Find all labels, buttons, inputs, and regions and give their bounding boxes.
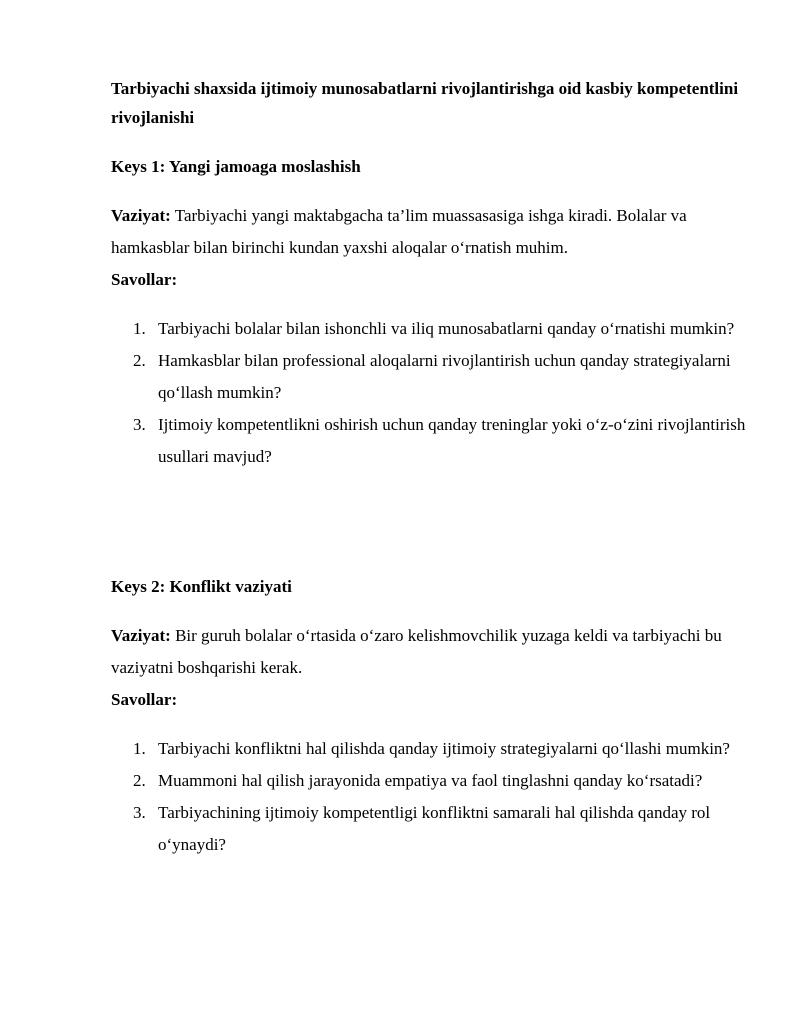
situation-text: Bir guruh bolalar o‘rtasida o‘zaro kelishmovchilik yuzaga keldi va tarbiyachi bu vaziyatni boshqarishi kerak. bbox=[111, 626, 722, 677]
case-1-questions-list bbox=[111, 313, 761, 473]
case-2-questions-list bbox=[111, 733, 761, 861]
list-item-number: 3. bbox=[133, 803, 146, 822]
list-item-number: 2. bbox=[133, 351, 146, 370]
list-item bbox=[111, 313, 761, 345]
list-item-text: Tarbiyachi bolalar bilan ishonchli va iliq munosabatlarni qanday o‘rnatishi mumkin? bbox=[158, 319, 735, 338]
case-2-heading: Keys 2: Konflikt vaziyati bbox=[111, 577, 292, 596]
list-item bbox=[111, 409, 761, 473]
list-item-number: 3. bbox=[133, 415, 146, 434]
list-item-number: 2. bbox=[133, 771, 146, 790]
list-item bbox=[111, 345, 761, 409]
list-item bbox=[111, 765, 761, 797]
document-title: Tarbiyachi shaxsida ijtimoiy munosabatlarni rivojlantirishga oid kasbiy kompetentlini rivojlanishi bbox=[111, 79, 739, 127]
case-1-situation bbox=[111, 200, 751, 264]
situation-label: Vaziyat: bbox=[111, 206, 171, 225]
list-item-text: Muammoni hal qilish jarayonida empatiya va faol tinglashni qanday ko‘rsatadi? bbox=[158, 771, 703, 790]
case-1-heading: Keys 1: Yangi jamoaga moslashish bbox=[111, 157, 361, 176]
list-item bbox=[111, 797, 761, 861]
list-item-number: 1. bbox=[133, 739, 146, 758]
situation-text: Tarbiyachi yangi maktabgacha ta’lim muassasasiga ishga kiradi. Bolalar va hamkasblar bilan birinchi kundan yaxshi aloqalar o‘rnatish muhim. bbox=[111, 206, 687, 257]
list-item bbox=[111, 733, 761, 765]
list-item-number: 1. bbox=[133, 319, 146, 338]
list-item-text: Tarbiyachining ijtimoiy kompetentligi konfliktni samarali hal qilishda qanday rol o‘ynaydi? bbox=[158, 803, 711, 854]
case-1-questions-label: Savollar: bbox=[111, 270, 178, 289]
list-item-text: Tarbiyachi konfliktni hal qilishda qanday ijtimoiy strategiyalarni qo‘llashi mumkin? bbox=[158, 739, 730, 758]
situation-label: Vaziyat: bbox=[111, 626, 171, 645]
list-item-text: Ijtimoiy kompetentlikni oshirish uchun qanday treninglar yoki o‘z-o‘zini rivojlantirish usullari mavjud? bbox=[158, 415, 746, 466]
list-item-text: Hamkasblar bilan professional aloqalarni rivojlantirish uchun qanday strategiyalarni qo‘llash mumkin? bbox=[158, 351, 731, 402]
case-2-situation bbox=[111, 620, 751, 684]
case-2-questions-label: Savollar: bbox=[111, 690, 178, 709]
